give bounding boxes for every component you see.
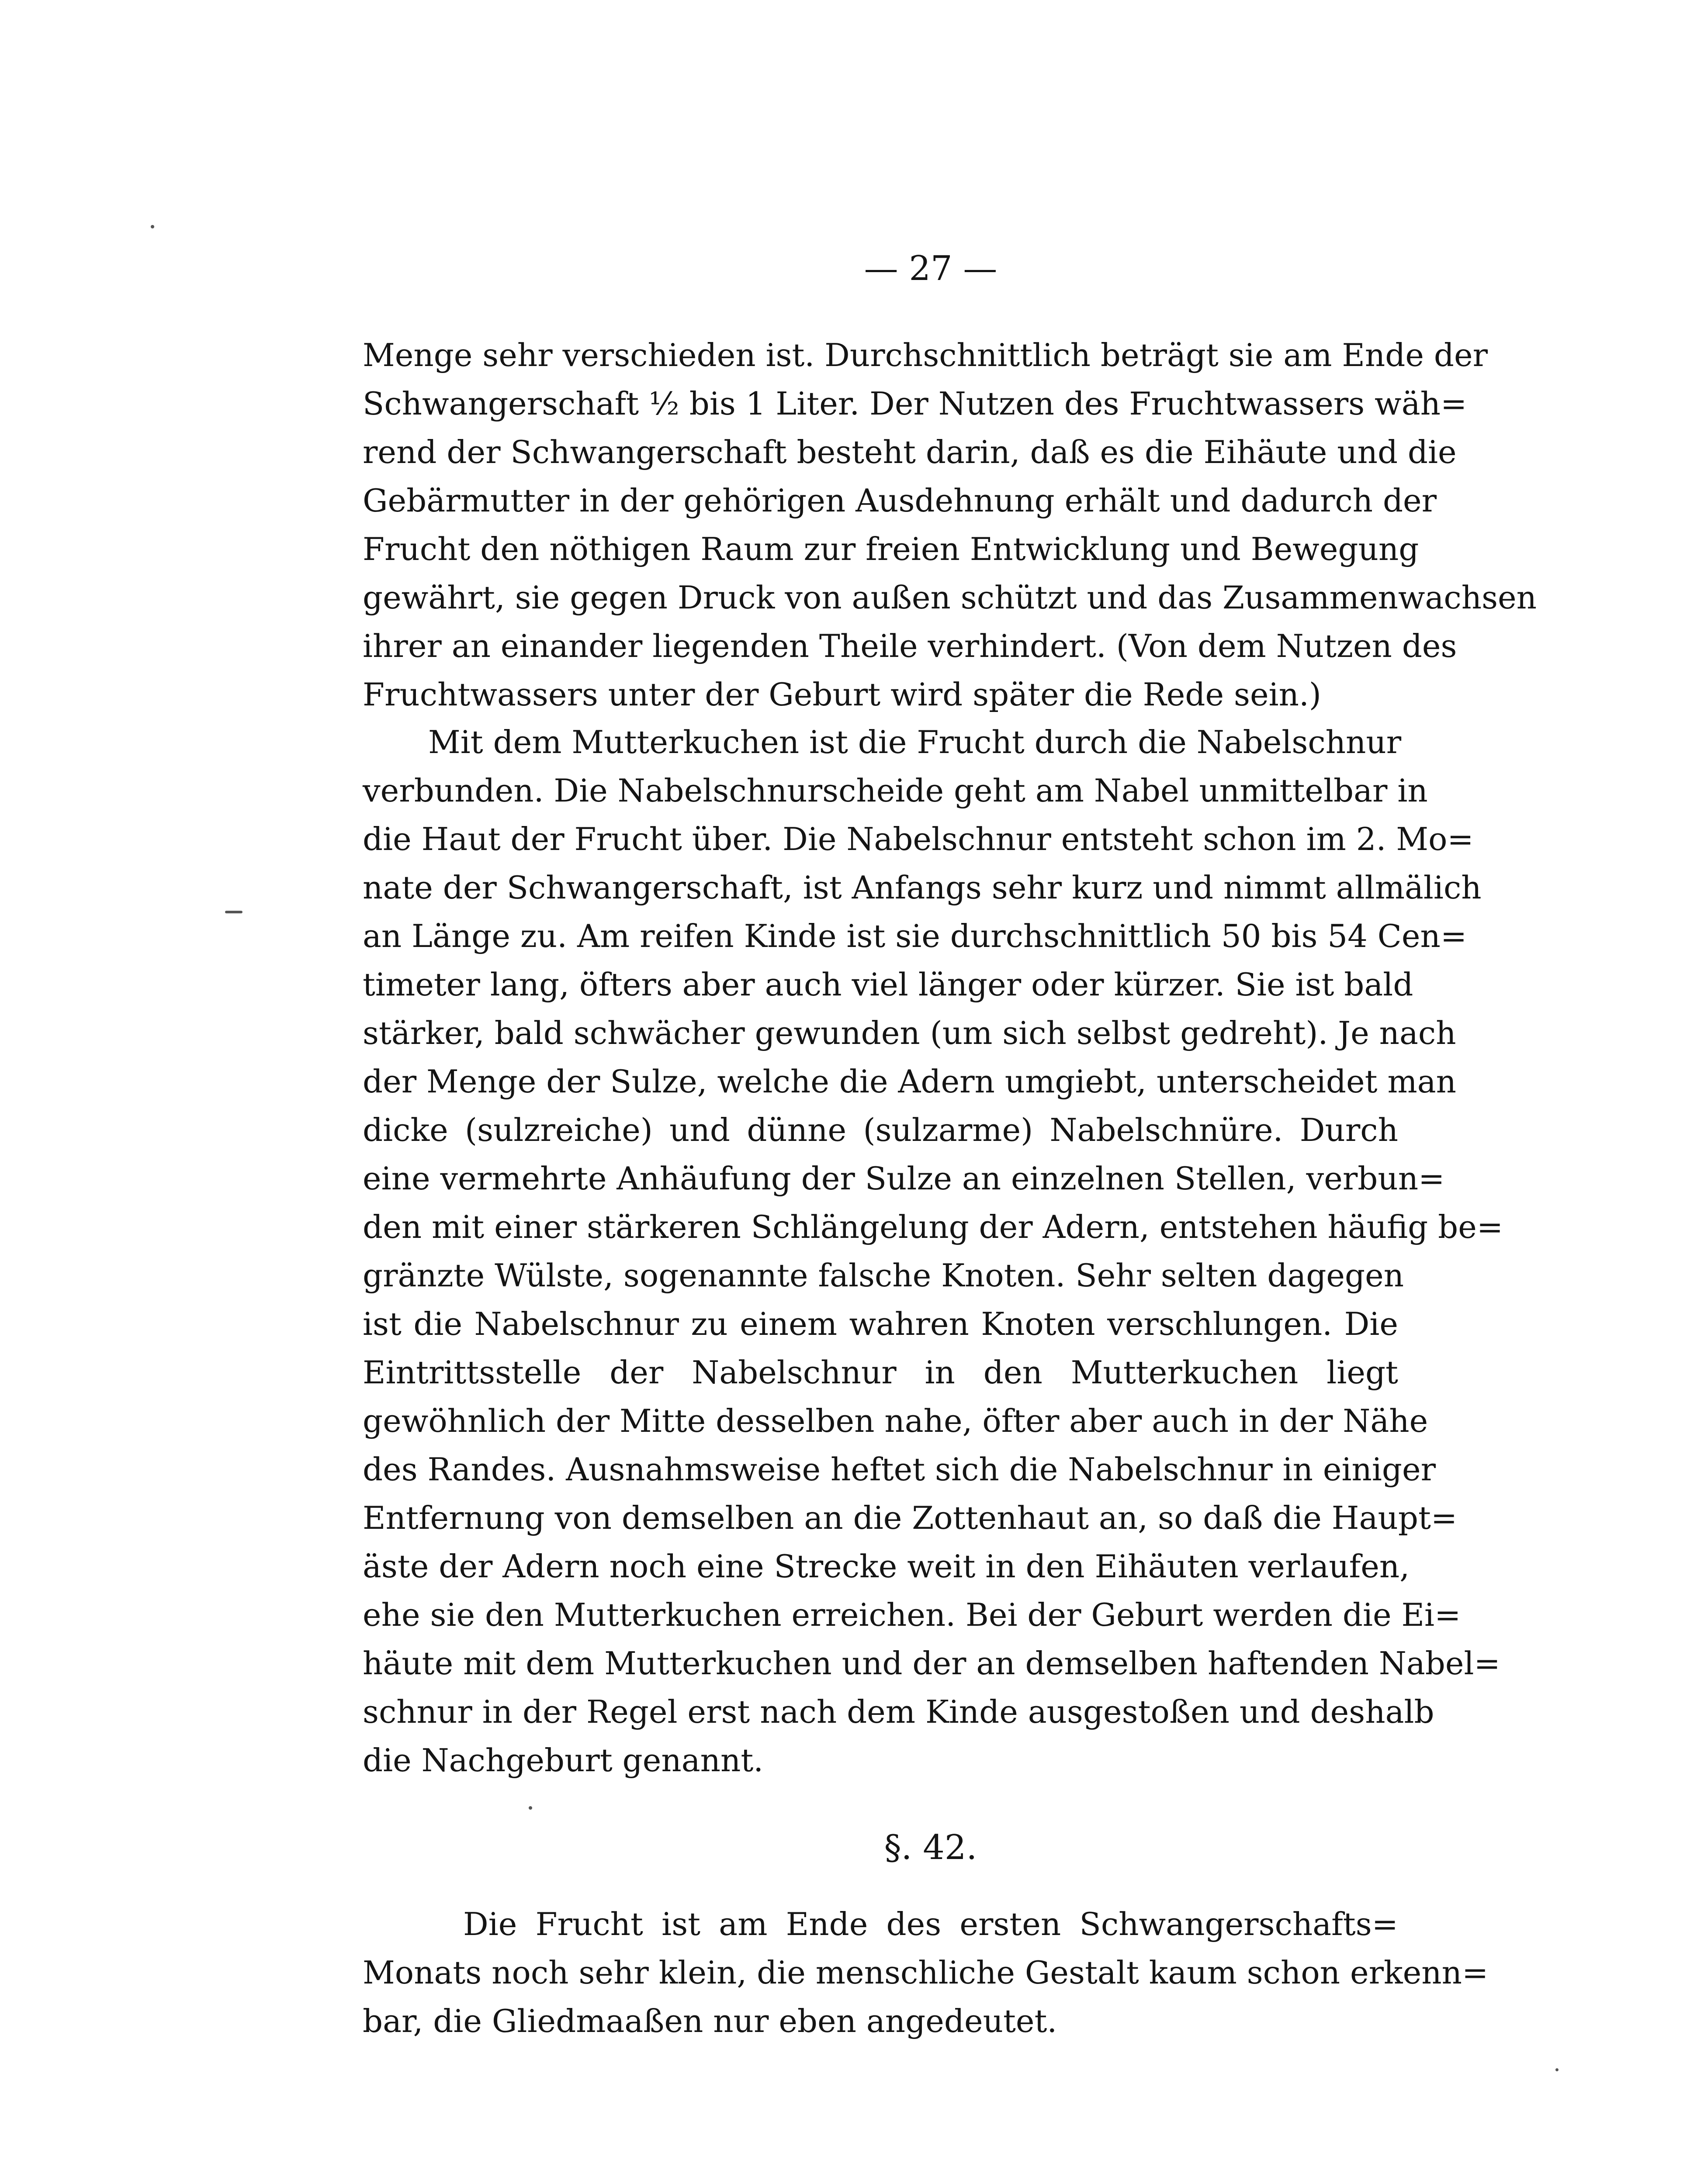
text-line: Entfernung von demselben an die Zottenhaut an, so daß die Haupt= — [363, 1500, 1458, 1536]
page-number: — 27 — — [864, 249, 997, 288]
text-line: Frucht den nöthigen Raum zur freien Entwicklung und Bewegung — [363, 531, 1419, 567]
text-line: häute mit dem Mutterkuchen und der an demselben haftenden Nabel= — [363, 1645, 1500, 1682]
text-line: des Randes. Ausnahmsweise heftet sich die Nabelschnur in einiger — [363, 1451, 1436, 1488]
text-line: ehe sie den Mutterkuchen erreichen. Bei der Geburt werden die Ei= — [363, 1597, 1461, 1633]
text-line: ihrer an einander liegenden Theile verhindert. (Von dem Nutzen des — [363, 628, 1457, 664]
scan-speck — [529, 1806, 532, 1810]
text-line: rend der Schwangerschaft besteht darin, daß es die Eihäute und die — [363, 434, 1457, 470]
text-line: Gebärmutter in der gehörigen Ausdehnung erhält und dadurch der — [363, 482, 1437, 519]
text-line: ist die Nabelschnur zu einem wahren Knoten verschlungen. Die — [363, 1306, 1398, 1342]
text-line: Fruchtwassers unter der Geburt wird später die Rede sein.) — [363, 676, 1321, 713]
text-line: Monats noch sehr klein, die menschliche Gestalt kaum schon erkenn= — [363, 1954, 1489, 1991]
text-line: timeter lang, öfters aber auch viel länger oder kürzer. Sie ist bald — [363, 966, 1413, 1003]
text-line: Die Frucht ist am Ende des ersten Schwangerschafts= — [463, 1906, 1398, 1942]
text-line: verbunden. Die Nabelschnurscheide geht am Nabel unmittelbar in — [363, 772, 1428, 809]
text-line: Mit dem Mutterkuchen ist die Frucht durch die Nabelschnur — [428, 724, 1402, 760]
text-line: stärker, bald schwächer gewunden (um sich selbst gedreht). Je nach — [363, 1015, 1456, 1051]
text-line: eine vermehrte Anhäufung der Sulze an einzelnen Stellen, verbun= — [363, 1160, 1445, 1197]
text-line: dicke (sulzreiche) und dünne (sulzarme) Nabelschnüre. Durch — [363, 1112, 1398, 1148]
paragraph-amniotic-fluid — [363, 331, 1537, 719]
paragraph-section-42 — [363, 1900, 1489, 2046]
text-line: der Menge der Sulze, welche die Adern umgiebt, unterscheidet man — [363, 1063, 1457, 1100]
text-line: an Länge zu. Am reifen Kinde ist sie durchschnittlich 50 bis 54 Cen= — [363, 918, 1467, 954]
text-line: nate der Schwangerschaft, ist Anfangs sehr kurz und nimmt allmälich — [363, 869, 1482, 906]
scan-speck — [151, 225, 154, 228]
text-line: gränzte Wülste, sogenannte falsche Knoten. Sehr selten dagegen — [363, 1257, 1404, 1294]
section-heading: §. 42. — [884, 1828, 977, 1867]
text-line: den mit einer stärkeren Schlängelung der Adern, entstehen häufig be= — [363, 1209, 1503, 1245]
text-line: die Nachgeburt genannt. — [363, 1742, 764, 1779]
scan-speck — [225, 911, 242, 913]
text-line: bar, die Gliedmaaßen nur eben angedeutet. — [363, 2003, 1057, 2039]
text-line: schnur in der Regel erst nach dem Kinde ausgestoßen und deshalb — [363, 1693, 1434, 1730]
text-line: Menge sehr verschieden ist. Durchschnittlich beträgt sie am Ende der — [363, 337, 1488, 373]
text-line: äste der Adern noch eine Strecke weit in den Eihäuten verlaufen, — [363, 1548, 1410, 1585]
text-line: die Haut der Frucht über. Die Nabelschnur entsteht schon im 2. Mo= — [363, 821, 1474, 857]
text-line: Eintrittsstelle der Nabelschnur in den Mutterkuchen liegt — [363, 1354, 1398, 1391]
text-line: gewöhnlich der Mitte desselben nahe, öfter aber auch in der Nähe — [363, 1403, 1428, 1439]
text-line: gewährt, sie gegen Druck von außen schützt und das Zusammenwachsen — [363, 579, 1537, 616]
text-line: Schwangerschaft ½ bis 1 Liter. Der Nutzen des Fruchtwassers wäh= — [363, 385, 1467, 422]
scan-speck — [1555, 2068, 1559, 2071]
paragraph-umbilical-cord — [363, 718, 1503, 1785]
